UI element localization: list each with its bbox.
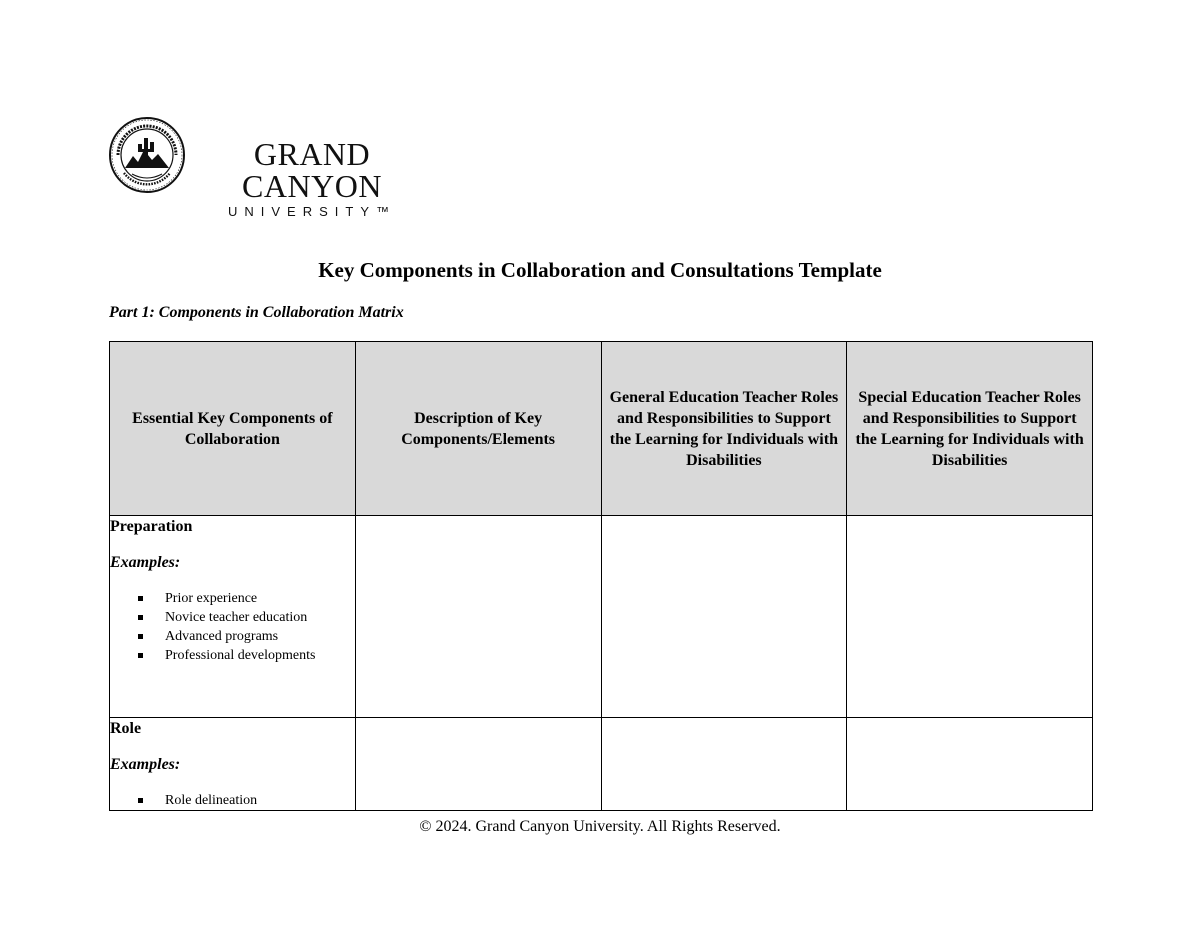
component-cell-preparation <box>110 516 356 718</box>
list-item: Advanced programs <box>110 627 355 646</box>
component-name: Preparation <box>110 518 193 535</box>
header-key-components: Essential Key Components of Collaboration <box>110 342 356 516</box>
list-item: Role delineation <box>110 791 355 810</box>
examples-label: Examples: <box>110 554 181 571</box>
examples-list <box>110 589 355 665</box>
component-cell-role <box>110 718 356 811</box>
logo-name: GRAND CANYON <box>242 136 382 204</box>
university-seal-icon <box>108 116 186 194</box>
list-item: Prior experience <box>110 589 355 608</box>
logo-wordmark <box>186 138 438 220</box>
description-input-cell[interactable] <box>355 718 601 811</box>
description-input-cell[interactable] <box>355 516 601 718</box>
header-description: Description of Key Components/Elements <box>355 342 601 516</box>
copyright-footer: © 2024. Grand Canyon University. All Rights Reserved. <box>419 818 781 835</box>
university-logo <box>108 116 438 219</box>
general-education-input-cell[interactable] <box>601 718 847 811</box>
part-heading: Part 1: Components in Collaboration Matrix <box>109 304 404 321</box>
examples-label: Examples: <box>110 756 181 773</box>
general-education-input-cell[interactable] <box>601 516 847 718</box>
table-row <box>110 516 1093 718</box>
collaboration-matrix-table <box>109 341 1093 811</box>
special-education-input-cell[interactable] <box>847 516 1093 718</box>
logo-subtitle: UNIVERSITY™ <box>227 204 396 219</box>
table-row <box>110 718 1093 811</box>
list-item: Professional developments <box>110 646 355 665</box>
examples-list <box>110 791 355 810</box>
component-name: Role <box>110 720 142 737</box>
header-general-education-roles: General Education Teacher Roles and Responsibilities to Support the Learning for Individuals with Disabilities <box>601 342 847 516</box>
header-special-education-roles: Special Education Teacher Roles and Responsibilities to Support the Learning for Individuals with Disabilities <box>847 342 1093 516</box>
document-title: Key Components in Collaboration and Consultations Template <box>318 258 882 282</box>
special-education-input-cell[interactable] <box>847 718 1093 811</box>
list-item: Novice teacher education <box>110 608 355 627</box>
table-header-row <box>110 342 1093 516</box>
